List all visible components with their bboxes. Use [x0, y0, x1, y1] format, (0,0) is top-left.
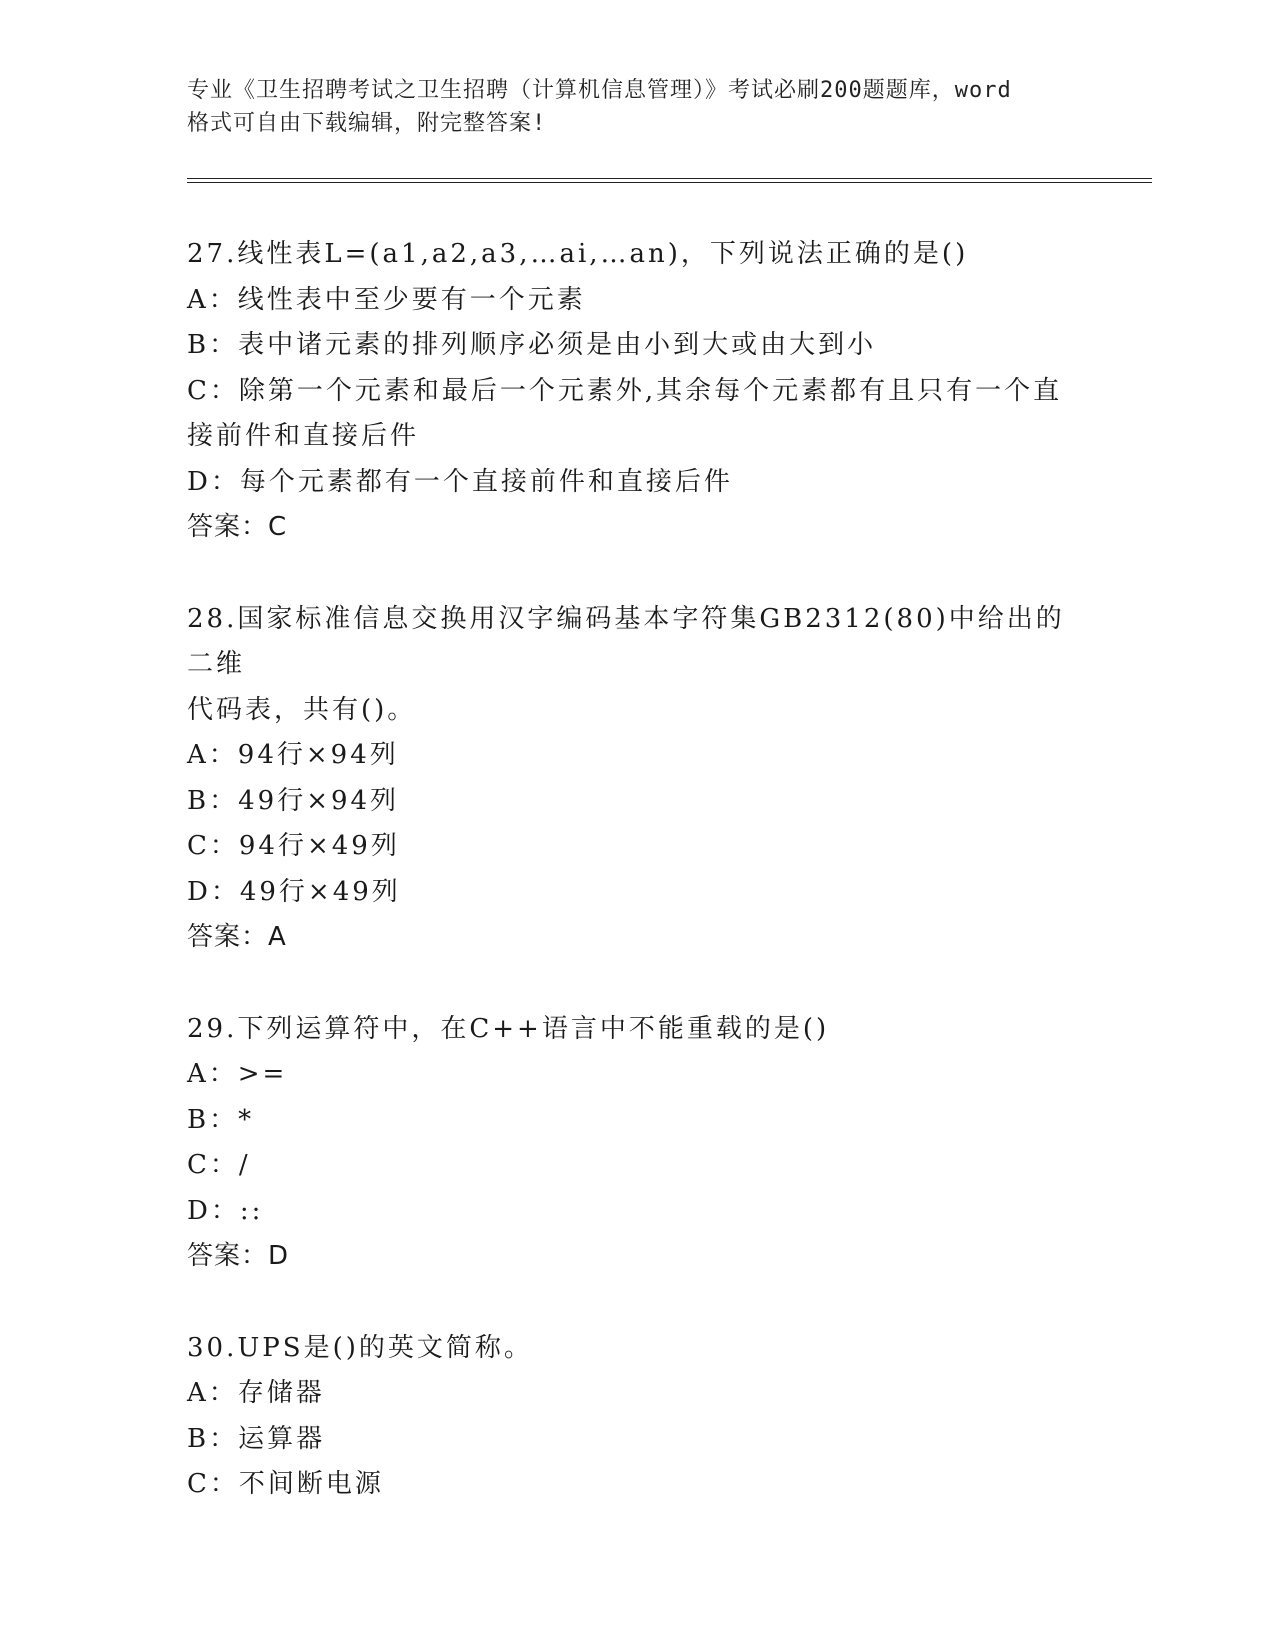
option-d: D：每个元素都有一个直接前件和直接后件 [187, 466, 733, 497]
option-b: B：* [187, 1104, 255, 1135]
option-a: A：存储器 [187, 1378, 325, 1408]
question-stem-line-1: 28.国家标准信息交换用汉字编码基本字符集GB2312(80)中给出的二维 [187, 603, 1065, 679]
option-c-line-2: 接前件和直接后件 [187, 421, 420, 451]
question-stem: 30.UPS是()的英文简称。 [187, 1332, 533, 1363]
option-b: B：运算器 [187, 1423, 326, 1454]
question-stem-line-2: 代码表，共有()。 [187, 694, 417, 725]
question-stem: 29.下列运算符中，在C++语言中不能重载的是() [187, 1013, 830, 1044]
answer: 答案：A [187, 922, 287, 952]
question-29 [187, 1007, 1087, 1280]
option-c: C：94行×49列 [187, 831, 400, 861]
option-a: A：94行×94列 [187, 740, 399, 770]
question-28 [187, 597, 1087, 961]
question-stem: 27.线性表L=(a1,a2,a3,…ai,…an)，下列说法正确的是() [187, 239, 969, 269]
option-c: C：不间断电源 [187, 1469, 384, 1499]
option-a: A：线性表中至少要有一个元素 [187, 284, 586, 315]
option-b: B：49行×94列 [187, 785, 400, 816]
question-30 [187, 1326, 1087, 1508]
option-d: D：49行×49列 [187, 876, 401, 907]
question-list [187, 232, 1087, 1554]
header-line-1: 专业《卫生招聘考试之卫生招聘（计算机信息管理）》考试必刷200题题库，word [187, 78, 1012, 103]
option-b: B：表中诸元素的排列顺序必须是由小到大或由大到小 [187, 330, 877, 360]
option-d: D：:: [187, 1195, 264, 1226]
question-27 [187, 232, 1087, 551]
answer: 答案：D [187, 1241, 290, 1271]
option-c [187, 369, 1087, 460]
header-rule-bottom [187, 182, 1152, 183]
answer: 答案：C [187, 512, 288, 542]
header-rule-top [187, 178, 1152, 179]
option-c-line-1: C：除第一个元素和最后一个元素外,其余每个元素都有且只有一个直 [187, 375, 1063, 406]
option-a: A：>= [187, 1059, 288, 1089]
option-c: C：/ [187, 1150, 251, 1180]
document-header [187, 74, 1087, 140]
header-line-2: 格式可自由下载编辑，附完整答案! [187, 111, 547, 136]
